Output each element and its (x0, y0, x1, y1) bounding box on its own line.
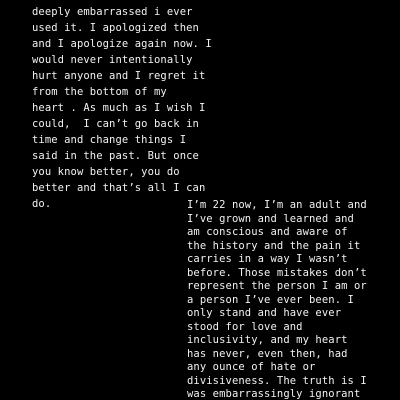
paragraph-2-line: am conscious and aware of (187, 226, 348, 238)
paragraph-2-line: stood for love and (187, 320, 303, 333)
paragraph-2-line: only stand and have ever (187, 307, 342, 319)
paragraph-2-line: represent the person I am or (187, 280, 367, 292)
paragraph-2-line: a person I’ve ever been. I (187, 293, 354, 306)
paragraph-1-line: do. (32, 198, 52, 210)
paragraph-2-line: inclusivity, and my heart (187, 334, 348, 346)
paragraph-2-line: divisiveness. The truth is I (187, 374, 367, 387)
paragraph-2-line: before. Those mistakes don’t (187, 266, 367, 279)
paragraph-1-line: would never intentionally (32, 54, 193, 66)
paragraph-2-line: the history and the pain it (187, 239, 361, 252)
paragraph-2-line: I’m 22 now, I’m an adult and (187, 199, 367, 211)
paragraph-1-line: used it. I apologized then (32, 22, 199, 34)
paragraph-2-line: carries in a way I wasn’t (187, 253, 348, 265)
paragraph-1-line: hurt anyone and I regret it (32, 70, 206, 82)
paragraph-1-line: and I apologize again now. I (32, 38, 212, 50)
paragraph-2-line: was embarrassingly ignorant (187, 388, 361, 400)
paragraph-1-line: said in the past. But once (32, 150, 199, 162)
paragraph-2-line: any ounce of hate or (187, 361, 316, 373)
paragraph-1-line: you know better, you do (32, 166, 180, 178)
paragraph-1-line: deeply embarrassed i ever (32, 6, 193, 18)
paragraph-2-line: has never, even then, had (187, 347, 348, 360)
paragraph-2-line: I’ve grown and learned and (187, 212, 354, 225)
paragraph-1-line: better and that’s all I can (32, 182, 206, 194)
paragraph-1-line: time and change things I (32, 134, 187, 146)
paragraph-1-line: from the bottom of my (32, 86, 167, 98)
paragraph-1-line: heart . As much as I wish I (32, 102, 206, 114)
paragraph-1-line: could, I can’t go back in (32, 118, 199, 130)
